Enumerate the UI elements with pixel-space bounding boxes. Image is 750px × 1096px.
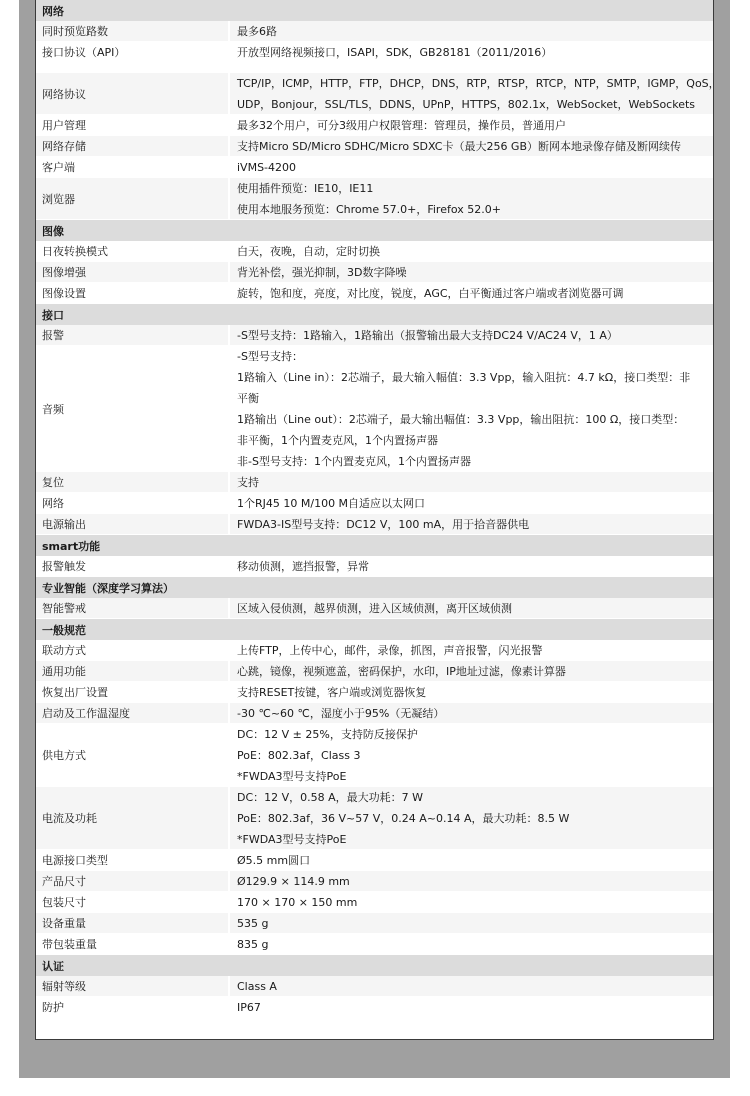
spec-value-line: *FWDA3型号支持PoE <box>237 832 347 846</box>
spec-value-line: 旋转，饱和度，亮度，对比度，锐度，AGC，白平衡通过客户端或者浏览器可调 <box>237 286 624 300</box>
spec-value-line: -S型号支持： <box>237 349 303 363</box>
spec-value <box>230 157 713 178</box>
spec-row <box>36 115 713 136</box>
spec-value-line: PoE：802.3af，Class 3 <box>237 748 361 762</box>
spec-value <box>230 115 713 136</box>
spec-row <box>36 241 713 262</box>
spec-label: 包装尺寸 <box>36 892 228 913</box>
spec-label: 图像增强 <box>36 262 228 283</box>
spec-label: 启动及工作温湿度 <box>36 703 228 724</box>
spec-label: 报警 <box>36 325 228 346</box>
spec-value-line: iVMS-4200 <box>237 160 297 174</box>
spec-row <box>36 850 713 871</box>
spec-row <box>36 42 713 63</box>
spec-value <box>230 682 713 703</box>
spec-value-line: 使用本地服务预览：Chrome 57.0+，Firefox 52.0+ <box>237 202 501 216</box>
spec-value-line: *FWDA3型号支持PoE <box>237 769 347 783</box>
spec-row <box>36 325 713 346</box>
spec-value-line: 非平衡，1个内置麦克风，1个内置扬声器 <box>237 433 438 447</box>
spec-value <box>230 73 720 115</box>
spec-row <box>36 640 713 661</box>
spec-row <box>36 871 713 892</box>
spec-value <box>230 997 713 1018</box>
spec-value-line: 平衡 <box>237 391 259 405</box>
section-header <box>36 220 713 241</box>
spec-row <box>36 913 713 934</box>
spec-row <box>36 682 713 703</box>
section-header <box>36 535 713 556</box>
spec-label: 日夜转换模式 <box>36 241 228 262</box>
spec-value-line: 上传FTP，上传中心，邮件，录像，抓图，声音报警，闪光报警 <box>237 643 543 657</box>
spec-value-line: 支持RESET按键，客户端或浏览器恢复 <box>237 685 427 699</box>
spec-row <box>36 934 713 955</box>
spec-value <box>230 241 713 262</box>
spec-label: 带包装重量 <box>36 934 228 955</box>
spec-value-line: 移动侦测，遮挡报警，异常 <box>237 559 369 573</box>
spec-row <box>36 283 713 304</box>
spec-value-line: 背光补偿，强光抑制，3D数字降噪 <box>237 265 407 279</box>
spec-row <box>36 556 713 577</box>
spec-value <box>230 913 713 934</box>
spec-row <box>36 21 713 42</box>
spec-label: 防护 <box>36 997 228 1018</box>
spec-value <box>230 556 713 577</box>
section-title: 接口 <box>42 308 64 322</box>
spec-label: 设备重量 <box>36 913 228 934</box>
spec-value-line: 170 × 170 × 150 mm <box>237 895 358 909</box>
spec-value <box>230 178 713 220</box>
spec-value-line: IP67 <box>237 1000 261 1014</box>
spec-label: 图像设置 <box>36 283 228 304</box>
spec-value <box>230 640 713 661</box>
spec-row <box>36 346 713 472</box>
spec-value <box>230 787 713 850</box>
spec-value-line: 白天，夜晚，自动，定时切换 <box>237 244 380 258</box>
spec-label: 接口协议（API） <box>36 42 228 63</box>
spec-value-line: 1个RJ45 10 M/100 M自适应以太网口 <box>237 496 426 510</box>
spec-label: 用户管理 <box>36 115 228 136</box>
spec-value-line: 支持Micro SD/Micro SDHC/Micro SDXC卡（最大256 GB）断网本地录像存储及断网续传 <box>237 139 682 153</box>
spec-row <box>36 136 713 157</box>
spec-value <box>230 21 713 42</box>
spec-label: 音频 <box>36 346 228 472</box>
spec-label: 产品尺寸 <box>36 871 228 892</box>
spec-value-line: PoE：802.3af，36 V~57 V，0.24 A~0.14 A，最大功耗：8.5 W <box>237 811 570 825</box>
spec-row <box>36 724 713 787</box>
spec-row <box>36 892 713 913</box>
section-title: 网络 <box>42 4 64 18</box>
spec-value <box>230 724 713 787</box>
spec-value <box>230 325 713 346</box>
spec-row <box>36 976 713 997</box>
spec-value-line: 835 g <box>237 937 269 951</box>
spec-row <box>36 598 713 619</box>
spec-value <box>230 493 713 514</box>
spec-label: 供电方式 <box>36 724 228 787</box>
spec-value-line: DC：12 V ± 25%，支持防反接保护 <box>237 727 418 741</box>
spec-value-line: 非-S型号支持：1个内置麦克风，1个内置扬声器 <box>237 454 471 468</box>
spec-row <box>36 73 720 115</box>
spec-value <box>230 976 713 997</box>
spec-value <box>230 514 713 535</box>
section-title: 图像 <box>42 224 64 238</box>
section-title: smart功能 <box>42 539 101 553</box>
spec-value-line: 1路输出（Line out）：2芯端子，最大输出幅值：3.3 Vpp，输出阻抗：100 Ω，接口类型： <box>237 412 685 426</box>
spec-label: 浏览器 <box>36 178 228 220</box>
spec-value-line: UDP，Bonjour，SSL/TLS，DDNS，UPnP，HTTPS，802.1x，WebSocket，WebSockets <box>237 97 696 111</box>
spec-row <box>36 997 713 1018</box>
section-title: 认证 <box>42 959 64 973</box>
spec-row <box>36 157 713 178</box>
spec-label: 恢复出厂设置 <box>36 682 228 703</box>
spec-value-line: 最多32个用户，可分3级用户权限管理：管理员，操作员，普通用户 <box>237 118 566 132</box>
spec-value-line: -30 ℃~60 ℃，湿度小于95%（无凝结） <box>237 706 445 720</box>
spec-row <box>36 178 713 220</box>
spec-row <box>36 472 713 493</box>
spec-value <box>230 283 713 304</box>
spec-value-line: Ø5.5 mm圆口 <box>237 853 311 867</box>
spec-value-line: 支持 <box>237 475 259 489</box>
section-header <box>36 619 713 640</box>
spec-value <box>230 598 713 619</box>
spec-row <box>36 514 713 535</box>
section-header <box>36 0 713 21</box>
spec-label: 通用功能 <box>36 661 228 682</box>
spec-value <box>230 892 713 913</box>
spec-value-line: 心跳，镜像，视频遮盖，密码保护，水印，IP地址过滤，像素计算器 <box>237 664 566 678</box>
spec-value <box>230 661 713 682</box>
spec-label: 联动方式 <box>36 640 228 661</box>
spec-value <box>230 136 713 157</box>
spec-label: 网络协议 <box>36 73 228 115</box>
spec-value-line: 使用插件预览：IE10，IE11 <box>237 181 374 195</box>
spec-value <box>230 472 713 493</box>
spec-sheet <box>35 0 720 1040</box>
spec-label: 智能警戒 <box>36 598 228 619</box>
spec-row <box>36 262 713 283</box>
spec-value <box>230 346 713 472</box>
spec-value <box>230 262 713 283</box>
spec-label: 电源接口类型 <box>36 850 228 871</box>
spec-label: 同时预览路数 <box>36 21 228 42</box>
spec-value-line: 最多6路 <box>237 24 277 38</box>
spec-row <box>36 787 713 850</box>
spec-value <box>230 42 713 63</box>
spec-label: 客户端 <box>36 157 228 178</box>
spec-value <box>230 703 713 724</box>
spec-value <box>230 871 713 892</box>
spec-label: 报警触发 <box>36 556 228 577</box>
spec-value-line: FWDA3-IS型号支持：DC12 V，100 mA，用于拾音器供电 <box>237 517 530 531</box>
spec-label: 网络 <box>36 493 228 514</box>
spec-value-line: TCP/IP，ICMP，HTTP，FTP，DHCP，DNS，RTP，RTSP，RTCP，NTP，SMTP，IGMP，QoS， <box>237 76 720 90</box>
spec-value-line: 开放型网络视频接口，ISAPI，SDK，GB28181（2011/2016） <box>237 45 553 59</box>
spec-value <box>230 934 713 955</box>
spec-label: 复位 <box>36 472 228 493</box>
spec-value-line: 1路输入（Line in）：2芯端子，最大输入幅值：3.3 Vpp，输入阻抗：4.7 kΩ，接口类型：非 <box>237 370 691 384</box>
spec-value-line: Class A <box>237 979 277 993</box>
spec-label: 辐射等级 <box>36 976 228 997</box>
spec-value-line: -S型号支持：1路输入，1路输出（报警输出最大支持DC24 V/AC24 V，1 A） <box>237 328 618 342</box>
spec-row <box>36 493 713 514</box>
spec-value-line: Ø129.9 × 114.9 mm <box>237 874 350 888</box>
spec-value <box>230 850 713 871</box>
spec-value-line: 区域入侵侦测，越界侦测，进入区域侦测，离开区域侦测 <box>237 601 512 615</box>
spec-value-line: 535 g <box>237 916 269 930</box>
spec-label: 电流及功耗 <box>36 787 228 850</box>
section-title: 一般规范 <box>42 623 86 637</box>
section-header <box>36 955 713 976</box>
spec-row <box>36 661 713 682</box>
section-header <box>36 577 713 598</box>
spec-label: 电源输出 <box>36 514 228 535</box>
section-header <box>36 304 713 325</box>
spec-row <box>36 703 713 724</box>
spec-value-line: DC：12 V，0.58 A，最大功耗：7 W <box>237 790 424 804</box>
section-title: 专业智能（深度学习算法） <box>42 581 174 595</box>
spec-label: 网络存储 <box>36 136 228 157</box>
